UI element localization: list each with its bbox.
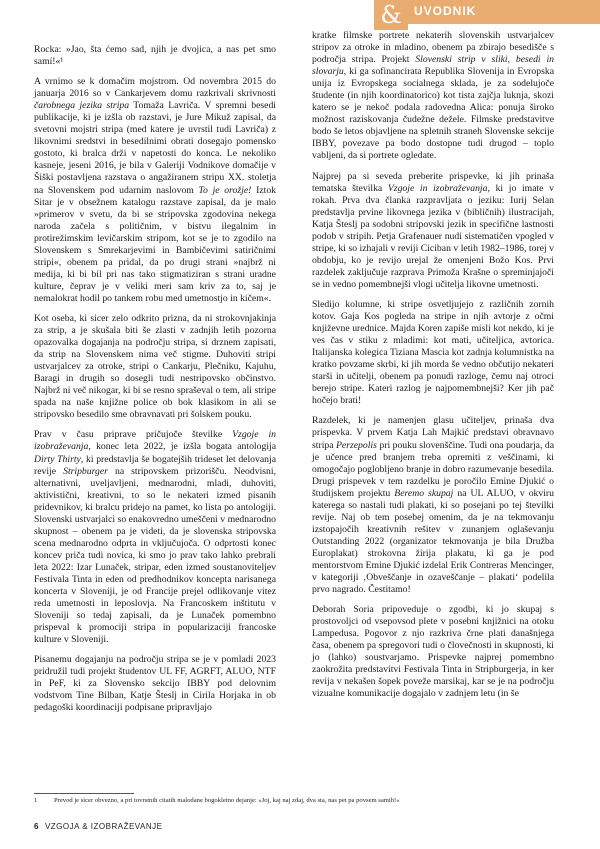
italic-title: To je orožje! — [198, 184, 252, 196]
paragraph: Prav v času priprave pričujoče številke Vzgoje in izobraževanja, konec leta 2022, je izšla bogata antologija Dirty Thirty, ki predstavlja še bogatejših trideset let delovanja revije Stripburger na stripovskem prizorišču. Neodvisni, alternativni, uveljavljeni, mednarodni, mladi, duhoviti, aktivistični, kreativni, to so le nekateri izmed pisanih pridevnikov, ki bralcu pridejo na pamet, ko lista po antologiji. Slovenski ustvarjalci so enakovredno umeščeni v mednarodno skupnost – obenem pa je videti, da je slovenska stripovska scena mednarodno odprta in vključujoča. O odprtosti konec koncev priča tudi novica, ki smo jo prav tako lahko prebrali leta 2022: Izar Lunaček, stripar, eden izmed soustanoviteljev Festivala Tinta in eden od predhodnikov koncepta narisanega koncerta v Sloveniji, je od Francije prejel odlikovanje vitez reda umetnosti in leposlovja. Na Francoskem inštitutu v Sloveniji so tedaj zapisali, da je Lunaček pomembno prispeval k promociji stripa in popularizaciji francoske kulture v Sloveniji. — [34, 429, 277, 646]
footnote-text: Prevod je sicer obvezno, a pri tovrstnih citatih malodane bogokletno dejanje: »Joj, kaj naj zdaj, dva sta, nas pet pa povsem samih!« — [54, 797, 400, 804]
journal-name: VZGOJA & IZOBRAŽEVANJE — [44, 822, 163, 831]
italic-title: Beremo skupaj — [394, 487, 454, 499]
footnote-number: 1 — [34, 797, 38, 804]
italic-title: Slovenski strip v sliki, besedi in slovarju — [312, 54, 554, 78]
paragraph: Razdelek, ki je namenjen glasu učiteljev, prinaša dva prispevka. V prvem Katja Lah Majkić predstavi obravnavo stripa Perzepolis pri pouku slovenščine. Tudi ona poudarja, da je učence pred branjem treba opremiti z veščinami, ki omogočajo poglobljeno branje in dobro razumevanje besedila. Drugi prispevek v tem razdelku je poročilo Emine Djukić o študijskem projektu Beremo skupaj na UL ALUO, v okviru katerega so nastali tudi plakati, ki so posejani po tej številki revije. Naj ob tem posebej omenim, da je na tekmovanju izstopajočih kreativnih rešitev v zunanjem oglaševanju Outstanding 2022 (organizator tekmovanja je bila Družba Europlakat) strokovna žirija plakatu, ki ga je pod mentorstvom Emine Djukić izdelal Erik Contreras Mencinger, v kategoriji ‚Obveščanje in ozaveščanje – plakati‘ podelila prvo nagrado. Čestitamo! — [312, 415, 555, 596]
paragraph: Deborah Soria pripoveduje o zgodbi, ki jo skupaj s prostovoljci od vsepovsod plete v posebni knjižnici na otoku Lampedusa. Pogovor z njo razkriva črne plati današnjega časa, obenem pa spregovori tudi o človečnosti in skupnosti, ki jo (lahko) soustvarjamo. Prispevke najprej pomembno zaokrožita predstavitvi Festivala Tinta in Stripburgerja, in ker revija v nekašen šopek poveže marsikaj, kar se je na področju vizualne komunikacije dogajalo v zadnjem letu (in še — [312, 604, 554, 700]
page-footer — [34, 822, 163, 831]
left-column — [34, 44, 276, 722]
italic-title: Vzgoje in izobraževanja — [34, 429, 277, 453]
paragraph: kratke filmske portrete nekaterih slovenskih ustvarjalcev stripov za otroke in mladino, obenem pa zbirajo besedišče s področja stripa. Projekt Slovenski strip v sliki, besedi in slovarju, ki ga sofinancirata Republika Slovenija in Evropska unija iz Evropskega socialnega sklada, je za sodelujoče študente (in njih koordinatorico) kot tista zajčja luknja, skozi katero se je nekoč podala radovedna Alica: ponuja široko možnost raziskovanja čudežne dežele. Filmske predstavitve bodo še letos objavljene na spletnih straneh Slovenske sekcije IBBY, povezave pa bodo dostopne tudi drugod – toplo vabljeni, da si portrete ogledate. — [312, 30, 554, 162]
footnote — [34, 797, 564, 805]
paragraph: Pisanemu dogajanju na področju stripa se je v pomladi 2023 pridružil tudi projekt študentov UL FF, AGRFT, ALUO, NTF in PeF, ki za Slovensko sekcijo IBBY pod delovnim vodstvom Tine Bilban, Katje Šteslj in Cirila Horjaka in ob pedagoški koordinaciji podpisane pripravljajo — [34, 654, 276, 714]
italic-title: Perzepolis — [336, 439, 377, 451]
section-title: UVODNIK — [414, 4, 477, 18]
header-ampersand-logo: & — [374, 0, 408, 30]
paragraph: A vrnimo se k domačim mojstrom. Od novembra 2015 do januarja 2016 so v Cankarjevem domu razkrivali skrivnosti čarobnega jezika stripa Tomaža Lavriča. V spremni besedi publikacije, ki je izšla ob razstavi, je Jure Mikuž zapisal, da svetovni mojstri stripa (med katere je uvrstil tudi Lavriča) z likovnimi sredstvi in besedilnimi obrati dosegajo pomensko gostoto, ki bralca drži v napetosti do konca. Le nekoliko kasneje, jeseni 2016, je bila v Galeriji Vodnikove domačije v Šiški postavljena razstava o angažiranem stripu XX. stoletja na Slovenskem pod udarnim naslovom To je orožje! Iztok Sitar je v obsežnem katalogu razstave zapisal, da je malo »primerov v svetu, da bi se stripovska zgodovina nekega naroda začela s političnim, v bistvu ilegalnim in protirežimskim levičarskim stripom, kot se je to zgodilo na Slovenskem s Smrekarjevimi in Bambičevimi satiričnimi stripi«, obenem pa pridal, da po drugi strani »najbrž ni medija, ki bi bil pri nas tako stigmatiziran s strani uradne kulture, čeprav je v veliki meri sam kriv za to, saj je nemalokrat hodil po tankem robu med umetnostjo in kičem«. — [34, 76, 277, 304]
italic-title: Dirty Thirty — [34, 453, 81, 465]
paragraph: Sledijo kolumne, ki stripe osvetljujejo z različnih zornih kotov. Gaja Kos pogleda na stripe in njih avtorje z očmi književne urednice. Majda Koren zapiše misli kot nekdo, ki je ves čas v stiku z mladimi: kot mati, učiteljica, avtorica. Italijanska kolegica Tiziana Mascia kot zadnja kolumnistka na kratko povzame skrbi, ki jih morda še vedno občutijo nekateri starši in učitelji, obenem pa ponudi razloge, čemu naj otroci berejo stripe. Kateri razlog je najpomembnejši? Ker jih pač hočejo brati! — [312, 298, 554, 407]
right-column — [312, 30, 554, 708]
footnote-divider — [34, 793, 134, 794]
italic-title: Stripburger — [63, 465, 108, 477]
page-number: 6 — [34, 822, 39, 831]
paragraph: Najprej pa si seveda preberite prispevke, ki jih prinaša tematska številka Vzgoje in izobraževanja, ki jo imate v rokah. Prva dva članka razpravljata o jeziku: Iurij Selan predstavlja prvine likovnega jezika v (bibličnih) ilustracijah, Katja Šteslj pa sodobni stripovski jezik in specifične lastnosti podob v stripih. Petja Grafenauer nudi sistematičen vpogled v stripe, ki so izhajali v reviji Ciciban v letih 1982–1986, torej v obdobju, ko je revijo urejal že omenjeni Božo Kos. Prvi razdelek zaključuje razprava Primoža Krašne o spreminjajoči se in vedno pomembnejši vlogi učitelja likovne umetnosti. — [312, 170, 554, 290]
italic-title: čarobnega jezika stripa — [34, 100, 130, 112]
paragraph: Rocka: »Jao, šta ćemo sad, njih je dvojica, a nas pet smo samí!«¹ — [34, 44, 276, 68]
paragraph: Kot oseba, ki sicer zelo odkrito prizna, da ni strokovnjakinja za strip, a je skušala biti še zlasti v zadnjih letih pozorna opazovalka dogajanja na področju stripa, si drznem zapisati, da strip na Slovenskem nima več stigme. Duhoviti stripi ustvarjalcev za otroke, stripi o Cankarju, Plečniku, Kajuhu, Baragi in drugih so dosegli tudi nestripovsko občinstvo. Najbrž ni več nikogar, ki bi se resno spraševal o tem, ali stripe spada na naše knjižne police ob bok klasikom in ali se stripovsko besedilo sme obravnavati pri šolskem pouku. — [34, 312, 276, 421]
italic-title: Vzgoje in izobraževanja — [387, 182, 488, 194]
